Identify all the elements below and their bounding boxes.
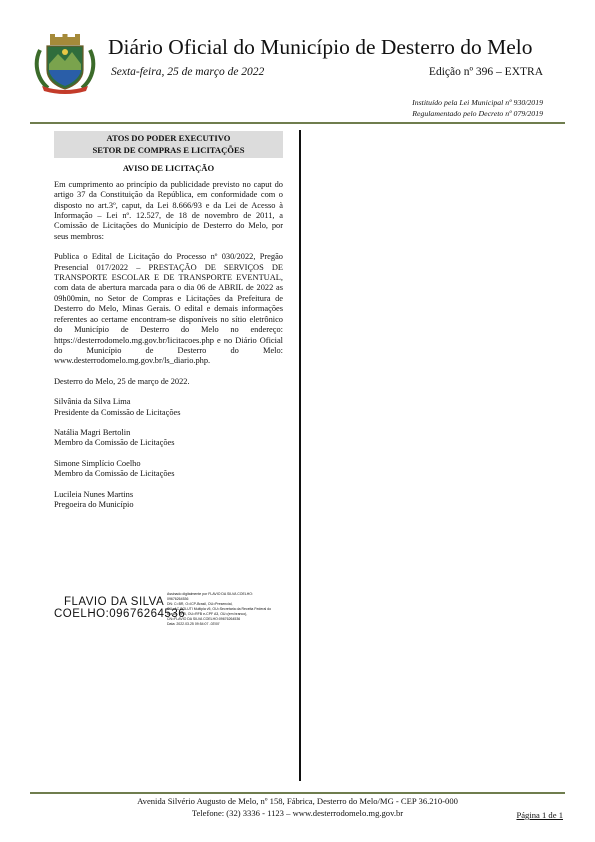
footer-address: Avenida Silvério Augusto de Melo, nº 158, Fábrica, Desterro do Melo/MG - CEP 36.210-000 xyxy=(137,796,458,806)
signature-name-line-1: FLAVIO DA SILVA xyxy=(64,596,165,608)
footer-divider xyxy=(30,792,565,794)
institution-law: Instituído pela Lei Municipal nº 930/2019 xyxy=(412,98,543,107)
column-divider xyxy=(299,130,301,781)
signature-detail: DN: C=BR, O=ICP-Brasil, OU=Presencial, xyxy=(167,602,233,606)
signatory-role: Membro da Comissão de Licitações xyxy=(54,469,175,479)
signatory-role: Presidente da Comissão de Licitações xyxy=(54,407,181,417)
section-heading-line-2: SETOR DE COMPRAS E LICITAÇÕES xyxy=(92,145,245,156)
signatory-name: Simone Simplício Coelho xyxy=(54,458,141,468)
notice-column xyxy=(54,131,283,510)
signature-detail: Assinado digitalmente por FLAVIO DA SILVA COELHO: xyxy=(167,592,253,596)
issue-date: Sexta-feira, 25 de março de 2022 xyxy=(111,66,265,78)
signatory-role: Membro da Comissão de Licitações xyxy=(54,438,175,448)
municipal-coat-of-arms-icon xyxy=(34,34,96,94)
signature-detail: 09676264536 xyxy=(167,597,189,601)
signature-detail: Data: 2022.03.25 09:54:07 -03'00' xyxy=(167,622,220,626)
signatory-name: Lucileia Nunes Martins xyxy=(54,489,134,499)
signatory-block xyxy=(54,428,283,449)
page-number: Página 1 de 1 xyxy=(516,810,563,820)
section-heading xyxy=(54,131,283,158)
signatory-name: Natália Magri Bertolin xyxy=(54,427,131,437)
regulation-decree: Regulamentado pelo Decreto nº 079/2019 xyxy=(412,109,543,118)
section-heading-line-1: ATOS DO PODER EXECUTIVO xyxy=(106,133,231,143)
notice-paragraph: Publica o Edital de Licitação do Processo nº 030/2022, Pregão Presencial 017/2022 – PRESTAÇÃO DE SERVIÇOS DE TRANSPORTE ESCOLAR E DE TRANSPORTE EVENTUAL, com data de abertura marcada para o dia 06 de ABRIL de 2022 as 09h00min, no Setor de Compras e Licitações da Prefeitura de Desterro do Melo, Minas Gerais. O edital e demais informações referentes ao certame encontram-se disponíveis no sítio eletrônico do Município de Desterro do Melo no endereço: https://desterrodomelo.mg.gov.br/licitacoes.php e no Diário Oficial do Município de Desterro do Melo: www.desterrodomelo.mg.gov.br/ls_diario.php. xyxy=(54,252,283,366)
edition-number: Edição nº 396 – EXTRA xyxy=(428,66,543,78)
place-date: Desterro do Melo, 25 de março de 2022. xyxy=(54,376,190,386)
header-divider xyxy=(30,122,565,124)
signatory-block xyxy=(54,459,283,480)
signatory-name: Silvânia da Silva Lima xyxy=(54,397,131,407)
signatory-block xyxy=(54,490,283,511)
signatory-role: Pregoeira do Município xyxy=(54,499,134,509)
digital-signature xyxy=(54,592,284,628)
signatory-block xyxy=(54,397,283,418)
footer-contact: Telefone: (32) 3336 - 1123 – www.desterrodomelo.mg.gov.br xyxy=(191,808,404,818)
notice-title: AVISO DE LICITAÇÃO xyxy=(122,162,215,173)
intro-paragraph: Em cumprimento ao princípio da publicidade previsto no caput do artigo 37 da Constituição da República, em conformidade com o disposto no art.3º, caput, da Lei 8.666/93 e da Lei de Acesso à Informação – Lei nº. 12.527, de 18 de novembro de 2011, a Comissão de Licitações do Município de Desterro do Melo, por seus membros: xyxy=(54,179,283,241)
signature-name-line-2: COELHO:09676264536 xyxy=(54,608,186,620)
signature-detail: OU=AC SOLUTI Multipla v5, OU=Secretaria da Receita Federal do xyxy=(167,607,272,611)
signature-detail: CN=FLAVIO DA SILVA COELHO:09676264536 xyxy=(167,617,241,621)
page-title: Diário Oficial do Município de Desterro do Melo xyxy=(108,35,533,59)
signature-detail: Brasil - RFB, OU=RFB e-CPF A3, OU=(em branco), xyxy=(167,612,248,616)
